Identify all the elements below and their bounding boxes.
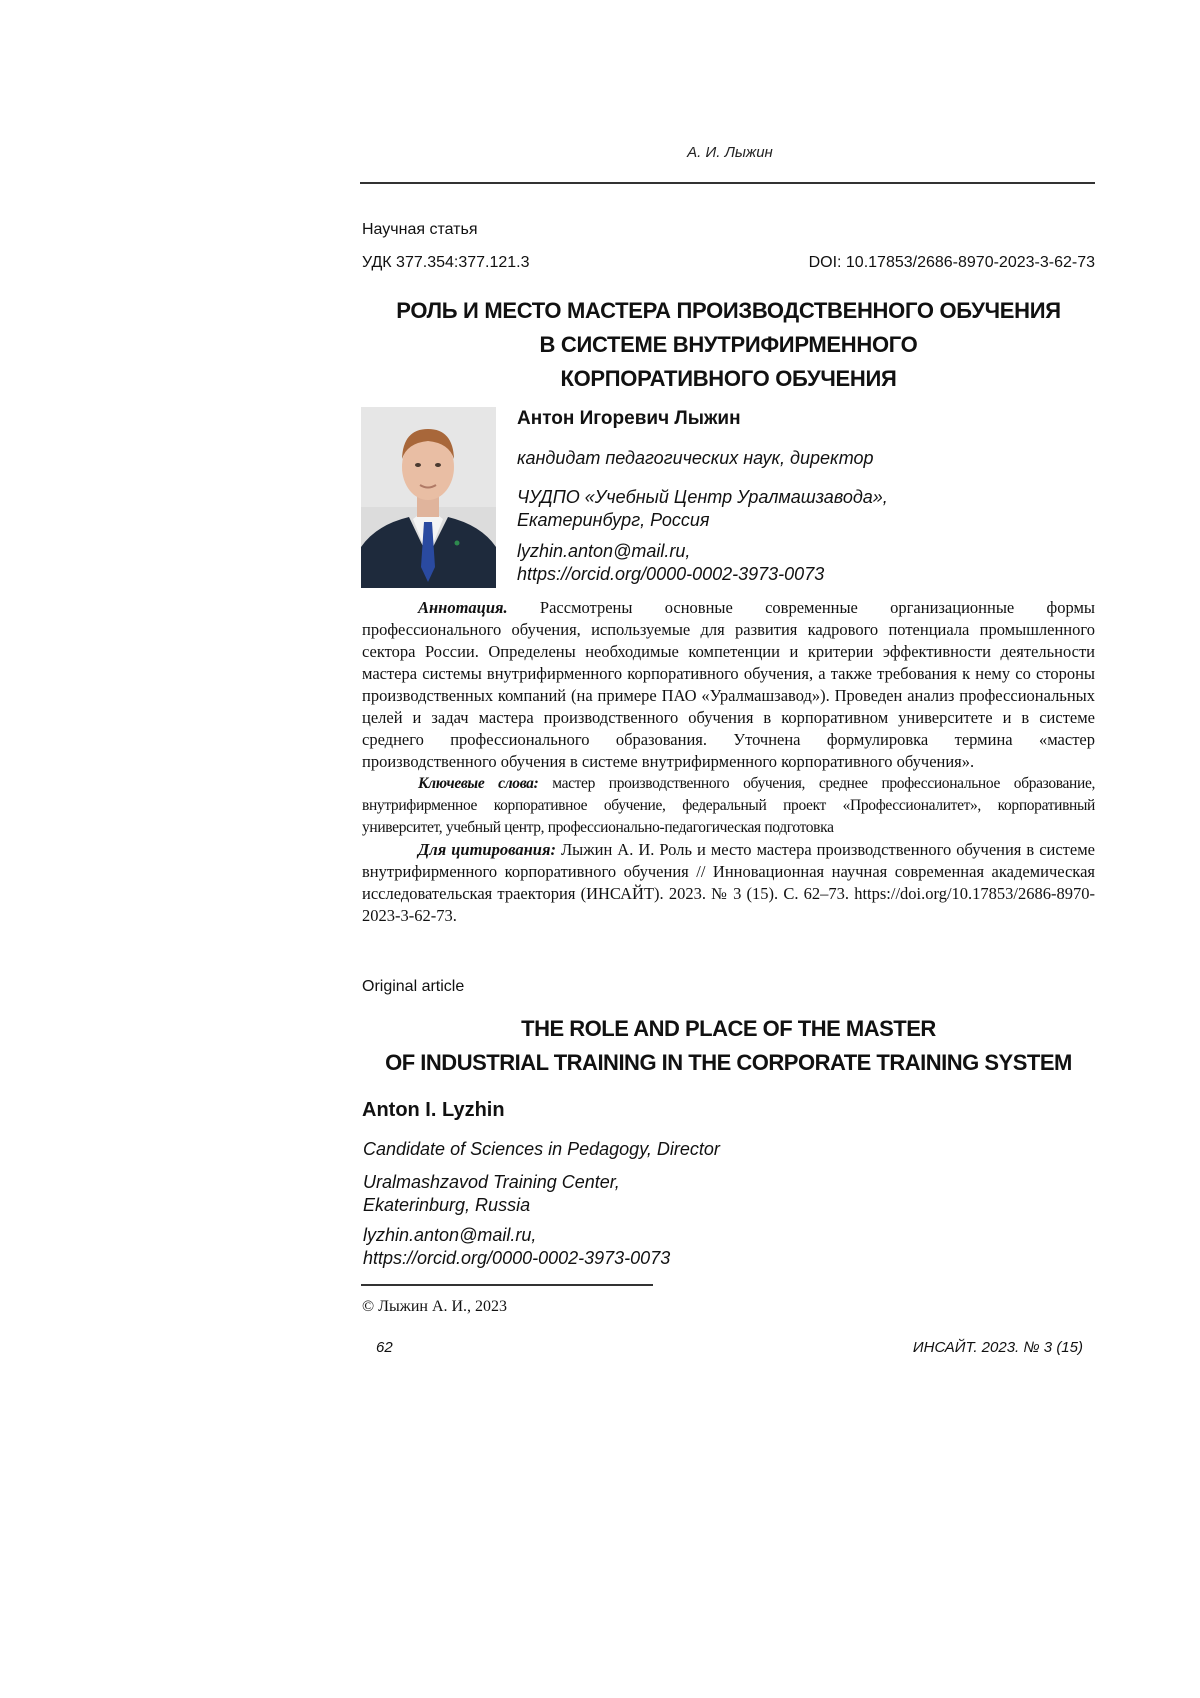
abstract-block <box>362 597 1095 927</box>
running-head: А. И. Лыжин <box>0 144 1200 161</box>
udk-code: УДК 377.354:377.121.3 <box>362 254 530 272</box>
abstract-label: Аннотация. <box>418 598 508 617</box>
title-ru <box>362 294 1095 396</box>
citation-label: Для цитирования: <box>418 840 556 859</box>
affiliation-line: Екатеринбург, Россия <box>517 509 888 532</box>
orcid-link[interactable]: https://orcid.org/0000-0002-3973-0073 <box>363 1247 670 1270</box>
article-type-en: Original article <box>362 978 464 996</box>
email-link[interactable]: lyzhin.anton@mail.ru, <box>517 540 824 563</box>
author-contacts-en <box>363 1224 670 1270</box>
author-name-ru: Антон Игоревич Лыжин <box>517 408 741 430</box>
degree-text: Candidate of Sciences in Pedagogy, Director <box>363 1138 720 1161</box>
affiliation-line: Uralmashzavod Training Center, <box>363 1171 620 1194</box>
keywords-text: мастер производственного обучения, среднее профессиональное образование, внутрифирменное корпоративное обучение, федеральный проект «Профессионалитет», корпоративный университет, учебный центр, профессионально-педагогическая подготовка <box>362 775 1095 836</box>
author-contacts-ru <box>517 540 824 586</box>
header-rule <box>360 182 1095 184</box>
title-en <box>362 1012 1095 1080</box>
title-ru-line: КОРПОРАТИВНОГО ОБУЧЕНИЯ <box>362 362 1095 396</box>
title-ru-line: РОЛЬ И МЕСТО МАСТЕРА ПРОИЗВОДСТВЕННОГО ОБУЧЕНИЯ <box>362 294 1095 328</box>
author-photo <box>361 407 496 588</box>
orcid-link[interactable]: https://orcid.org/0000-0002-3973-0073 <box>517 563 824 586</box>
footnote-rule <box>361 1284 653 1286</box>
author-affiliation-ru <box>517 486 888 532</box>
author-degree-en <box>363 1138 720 1161</box>
keywords-paragraph <box>362 773 1095 839</box>
article-page <box>0 0 1200 1698</box>
copyright: © Лыжин А. И., 2023 <box>362 1298 507 1316</box>
article-type-ru: Научная статья <box>362 221 477 239</box>
doi: DOI: 10.17853/2686-8970-2023-3-62-73 <box>809 254 1095 272</box>
citation-text: Лыжин А. И. Роль и место мастера производственного обучения в системе внутрифирменного корпоративного обучения // Инновационная научная современная академическая исследовательская траектория (ИНСАЙТ). 2023. № 3 (15). С. 62–73. https://doi.org/10.17853/2686-8970-2023-3-62-73. <box>362 840 1095 925</box>
author-affiliation-en <box>363 1171 620 1217</box>
title-ru-line: В СИСТЕМЕ ВНУТРИФИРМЕННОГО <box>362 328 1095 362</box>
title-en-line: OF INDUSTRIAL TRAINING IN THE CORPORATE TRAINING SYSTEM <box>362 1046 1095 1080</box>
affiliation-line: ЧУДПО «Учебный Центр Уралмашзавода», <box>517 486 888 509</box>
keywords-label: Ключевые слова: <box>418 775 538 792</box>
author-degree-ru <box>517 447 874 470</box>
journal-issue: ИНСАЙТ. 2023. № 3 (15) <box>913 1339 1083 1356</box>
degree-text: кандидат педагогических наук, директор <box>517 447 874 470</box>
author-portrait-icon <box>361 407 496 588</box>
abstract-text: Рассмотрены основные современные организационные формы профессионального обучения, используемые для развития кадрового потенциала промышленного сектора России. Определены необходимые компетенции и критерии эффективности деятельности мастера системы внутрифирменного корпоративного обучения, а также требования к нему со стороны производственных компаний (на примере ПАО «Уралмашзавод»). Проведен анализ профессиональных целей и задач мастера производственного обучения в корпоративном университете и в системе среднего профессионального образования. Уточнена формулировка термина «мастер производственного обучения в системе внутрифирменного корпоративного обучения». <box>362 598 1095 771</box>
title-en-line: THE ROLE AND PLACE OF THE MASTER <box>362 1012 1095 1046</box>
author-name-en: Anton I. Lyzhin <box>362 1099 505 1122</box>
affiliation-line: Ekaterinburg, Russia <box>363 1194 620 1217</box>
abstract-paragraph <box>362 597 1095 773</box>
email-link[interactable]: lyzhin.anton@mail.ru, <box>363 1224 670 1247</box>
page-number: 62 <box>376 1339 393 1356</box>
citation-paragraph <box>362 839 1095 927</box>
